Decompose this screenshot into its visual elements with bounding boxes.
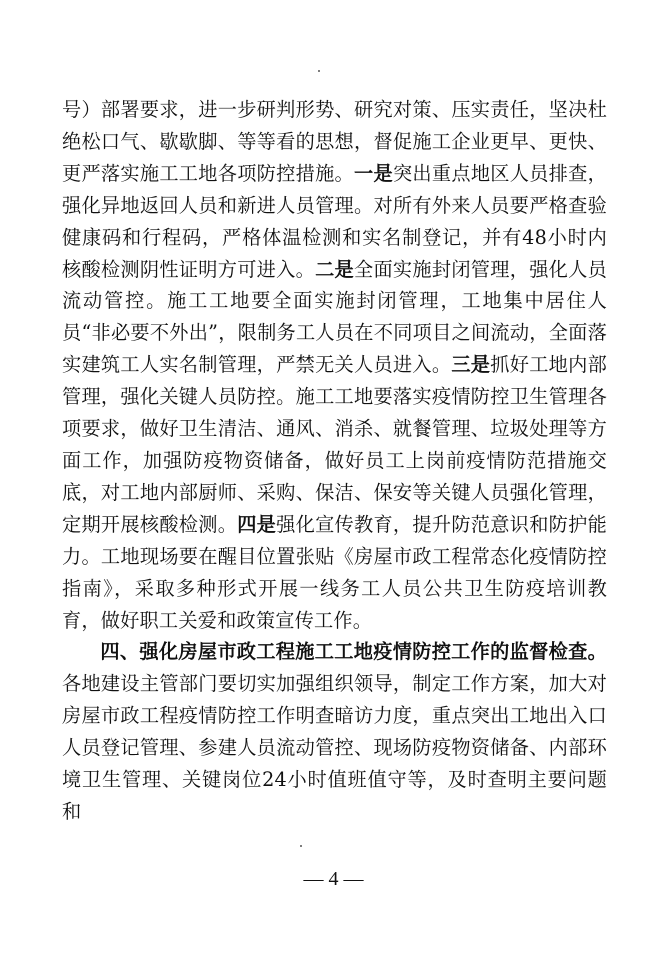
scan-speck: [300, 845, 302, 847]
text-segment: 全面实施封闭管理，强化人员流动管控。施工工地要全面实施封闭管理，工地集中居住人员“非必要不外出”，限制务工人员在不同项目之间流动，全面落实建筑工人实名制管理，严禁无关人员进入。: [62, 257, 607, 377]
emphasis-second: 二是: [315, 257, 354, 281]
page-number: — 4 —: [303, 868, 364, 890]
body-text: [62, 94, 607, 828]
text-segment: 抓好工地内部管理，强化关键人员防控。施工工地要落实疫情防控卫生管理各项要求，做好卫生清洁、通风、消杀、就餐管理、垃圾处理等方面工作，加强防疫物资储备，做好员工上岗前疫情防范措施交底，对工地内部厨师、采购、保洁、保安等关键人员强化管理，定期开展核酸检测。: [62, 353, 608, 536]
text-segment: 突出重点地区人员排查，强化异地返回人员和新进人员管理。对所有外来人员要严格查验健康码和行程码，严格体温检测和实名制登记，并有48小时内核酸检测阴性证明方可进入。: [62, 161, 608, 281]
section-heading: 四、强化房屋市政工程施工工地疫情防控工作的监督检查。: [100, 640, 607, 664]
text-segment: 强化宣传教育，提升防范意识和防护能力。工地现场要在醒目位置张贴《房屋市政工程常态化疫情防控指南》，采取多种形式开展一线务工人员公共卫生防疫培训教育，做好职工关爱和政策宣传工作。: [62, 512, 607, 632]
emphasis-fourth: 四是: [237, 512, 277, 536]
emphasis-first: 一是: [354, 161, 393, 185]
emphasis-third: 三是: [451, 353, 491, 377]
paragraph-supervision: [62, 636, 607, 827]
text-segment: 各地建设主管部门要切实加强组织领导，制定工作方案，加大对房屋市政工程疫情防控工作明查暗访力度，重点突出工地出入口人员登记管理、参建人员流动管控、现场防疫物资储备、内部环境卫生管理、关键岗位24小时值班值守等，及时查明主要问题和: [62, 672, 607, 823]
text-segment: 号）部署要求，进一步研判形势、研究对策、压实责任，坚决杜绝松口气、歇歇脚、等等看的思想，督促施工企业更早、更快、更严落实施工工地各项防控措施。: [62, 98, 607, 185]
paragraph-measures: [62, 94, 607, 636]
scan-speck: [318, 70, 320, 72]
